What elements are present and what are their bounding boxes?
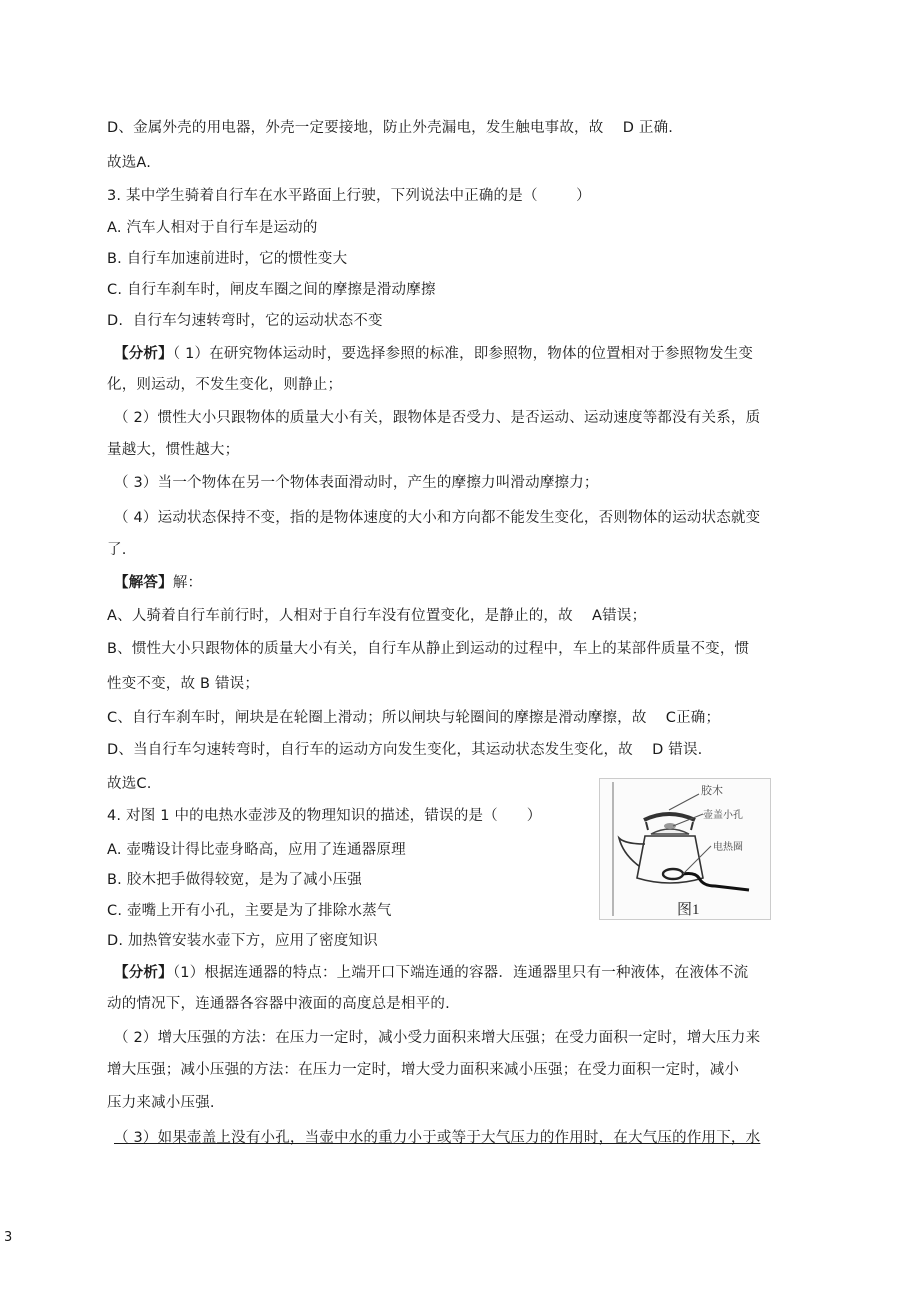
question-3-option-a: A. 汽车人相对于自行车是运动的 [107, 220, 318, 236]
analysis-text: （1）根据连通器的特点：上端开口下端连通的容器．连通器里只有一种液体，在液体不流 [172, 965, 749, 981]
question-3-option-b: B. 自行车加速前进时，它的惯性变大 [107, 251, 348, 267]
question-4-stem: 4. 对图 1 中的电热水壶涉及的物理知识的描述，错误的是（ ） [107, 808, 542, 824]
text-line: 增大压强；减小压强的方法：在压力一定时，增大受力面积来减小压强；在受力面积一定时，减小 [107, 1062, 740, 1078]
analysis-tag: 【分析】 [114, 346, 173, 362]
question-4-option-a: A. 壶嘴设计得比壶身略高，应用了连通器原理 [107, 842, 406, 858]
text-line: 了. [107, 542, 127, 558]
text-line: 压力来减小压强. [107, 1095, 215, 1111]
question-4-option-b: B. 胶木把手做得较宽，是为了减小压强 [107, 872, 362, 888]
text-line: 量越大，惯性越大； [107, 442, 240, 458]
answer-tag: 【解答】 [114, 575, 173, 591]
text-line: B、惯性大小只跟物体的质量大小有关，自行车从静止到运动的过程中，车上的某部件质量不变，惯 [107, 641, 750, 657]
page-number: 3 [4, 1230, 13, 1245]
question-3-stem: 3. 某中学生骑着自行车在水平路面上行驶，下列说法中正确的是（ ） [107, 188, 591, 204]
text-line: 故选A. [107, 155, 152, 171]
kettle-figure [599, 778, 771, 920]
text-line: （ 4）运动状态保持不变，指的是物体速度的大小和方向都不能发生变化，否则物体的运动状态就变 [114, 510, 761, 526]
text-line: C、自行车刹车时，闸块是在轮圈上滑动；所以闸块与轮圈间的摩擦是滑动摩擦，故 C正确； [107, 710, 721, 726]
answer-text: 解： [172, 575, 203, 591]
analysis-text: （ 1）在研究物体运动时，要选择参照的标准，即参照物，物体的位置相对于参照物发生变 [172, 346, 754, 362]
label-heater: 电热圈 [713, 842, 743, 853]
analysis-tag: 【分析】 [114, 965, 173, 981]
text-line: （ 3）当一个物体在另一个物体表面滑动时，产生的摩擦力叫滑动摩擦力； [114, 475, 599, 491]
text-line: 动的情况下，连通器各容器中液面的高度总是相平的. [107, 996, 450, 1012]
text-line: （ 2）增大压强的方法：在压力一定时，减小受力面积来增大压强；在受力面积一定时，增大压力来 [114, 1030, 761, 1046]
analysis-line [114, 345, 753, 363]
label-lid-hole: 壶盖小孔 [703, 810, 743, 821]
question-3-option-c: C. 自行车刹车时，闸皮车圈之间的摩擦是滑动摩擦 [107, 282, 436, 298]
text-line: D、当自行车匀速转弯时，自行车的运动方向发生变化，其运动状态发生变化，故 D 错误. [107, 742, 703, 758]
answer-line [114, 574, 202, 592]
figure-caption: 图1 [677, 902, 700, 918]
text-line: 故选C. [107, 776, 152, 792]
text-line: 性变不变，故 B 错误； [107, 676, 260, 692]
text-line: A、人骑着自行车前行时，人相对于自行车没有位置变化，是静止的，故 A错误； [107, 608, 647, 624]
text-line: （ 2）惯性大小只跟物体的质量大小有关，跟物体是否受力、是否运动、运动速度等都没有关系，质 [114, 410, 761, 426]
text-line: （ 3）如果壶盖上没有小孔，当壶中水的重力小于或等于大气压力的作用时，在大气压的作用下，水 [114, 1130, 761, 1146]
label-handle: 胶木 [701, 785, 723, 797]
question-4-option-d: D. 加热管安装水壶下方，应用了密度知识 [107, 933, 378, 949]
text-line: 化，则运动，不发生变化，则静止； [107, 377, 343, 393]
analysis-line [114, 964, 748, 982]
text-line: D、金属外壳的用电器，外壳一定要接地，防止外壳漏电，发生触电事故，故 D 正确. [107, 120, 674, 136]
question-4-option-c: C. 壶嘴上开有小孔，主要是为了排除水蒸气 [107, 903, 392, 919]
kettle-illustration [599, 778, 771, 920]
question-3-option-d: D. 自行车匀速转弯时，它的运动状态不变 [107, 313, 383, 329]
